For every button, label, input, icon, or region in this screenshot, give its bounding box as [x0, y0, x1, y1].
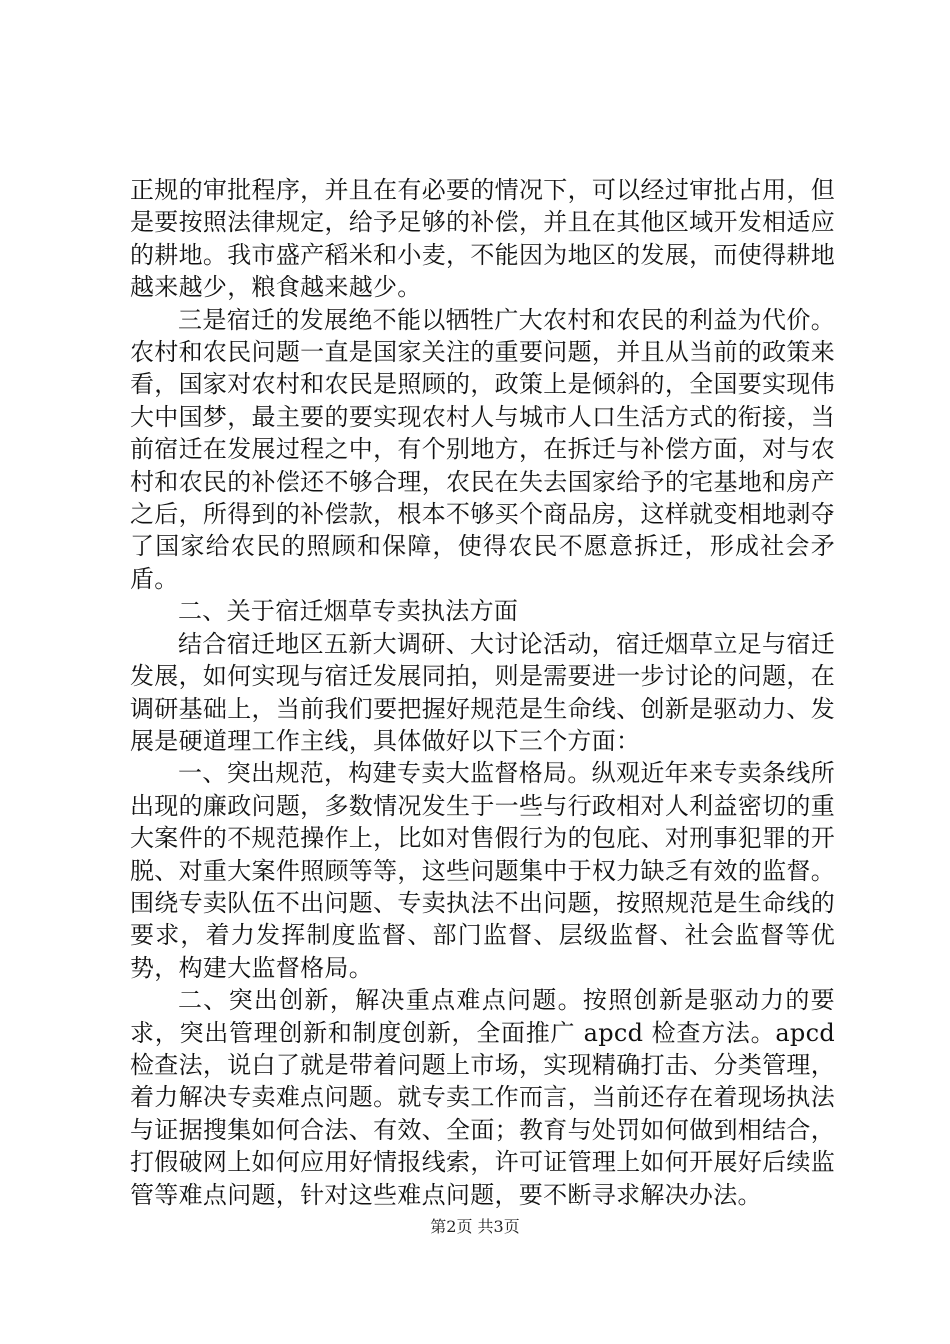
paragraph-2: 三是宿迁的发展绝不能以牺牲广大农村和农民的利益为代价。农村和农民问题一直是国家关注的重要问题，并且从当前的政策来看，国家对农村和农民是照顾的，政策上是倾斜的，全国要实现伟大中国梦，最主要的要实现农村人与城市人口生活方式的衔接，当前宿迁在发展过程之中，有个别地方，在拆迁与补偿方面，对与农村和农民的补偿还不够合理，农民在失去国家给予的宅基地和房产之后，所得到的补偿款，根本不够买个商品房，这样就变相地剥夺了国家给农民的照顾和保障，使得农民不愿意拆迁，形成社会矛盾。	[130, 305, 835, 593]
paragraph-5: 二、突出创新，解决重点难点问题。按照创新是驱动力的要求，突出管理创新和制度创新，全面推广 apcd 检查方法。apcd 检查法，说白了就是带着问题上市场，实现精确打击、分类管理，着力解决专卖难点问题。就专卖工作而言，当前还存在着现场执法与证据搜集如何合法、有效、全面；教育与处罚如何做到相结合，打假破网上如何应用好情报线索，许可证管理上如何开展好后续监管等难点问题，针对这些难点问题，要不断寻求解决办法。	[130, 986, 835, 1209]
section-heading: 二、关于宿迁烟草专卖执法方面	[178, 597, 519, 626]
paragraph-1: 正规的审批程序，并且在有必要的情况下，可以经过审批占用，但是要按照法律规定，给予足够的补偿，并且在其他区域开发相适应的耕地。我市盛产稻米和小麦，不能因为地区的发展，而使得耕地越来越少，粮食越来越少。	[130, 176, 835, 302]
paragraph-3: 结合宿迁地区五新大调研、大讨论活动，宿迁烟草立足与宿迁发展，如何实现与宿迁发展同拍，则是需要进一步讨论的问题，在调研基础上，当前我们要把握好规范是生命线、创新是驱动力、发展是硬道理工作主线，具体做好以下三个方面：	[130, 629, 835, 755]
paragraph-4: 一、突出规范，构建专卖大监督格局。纵观近年来专卖条线所出现的廉政问题，多数情况发生于一些与行政相对人利益密切的重大案件的不规范操作上，比如对售假行为的包庇、对刑事犯罪的开脱、对重大案件照顾等等，这些问题集中于权力缺乏有效的监督。围绕专卖队伍不出问题、专卖执法不出问题，按照规范是生命线的要求，着力发挥制度监督、部门监督、层级监督、社会监督等优势，构建大监督格局。	[130, 759, 835, 982]
page-number-footer: 第2页 共3页	[430, 1217, 520, 1236]
document-body	[130, 174, 835, 1211]
